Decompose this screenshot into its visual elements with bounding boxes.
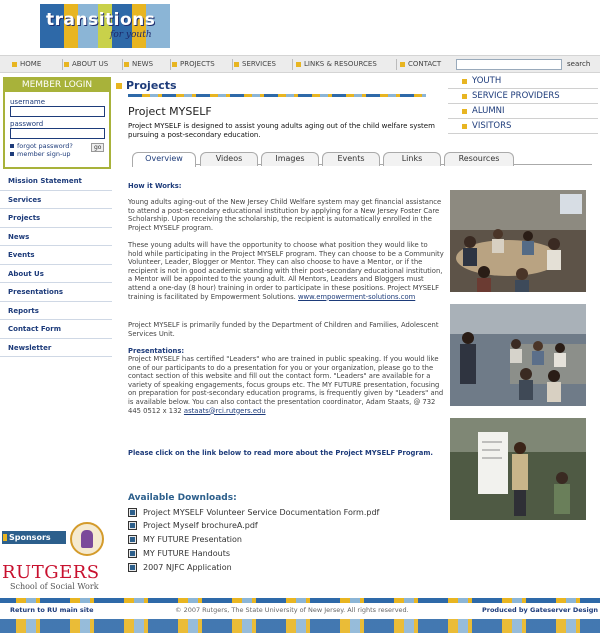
login-title: MEMBER LOGIN bbox=[5, 79, 109, 92]
bullet-icon bbox=[10, 152, 14, 156]
nav-home[interactable]: HOME bbox=[12, 60, 41, 68]
sidebar-item-mission-statement[interactable]: Mission Statement bbox=[0, 172, 112, 191]
sponsors-label: Sponsors bbox=[2, 531, 66, 544]
sidebar-item-services[interactable]: Services bbox=[0, 191, 112, 210]
read-more-note: Please click on the link below to read more about the Project MYSELF Program. bbox=[128, 449, 433, 457]
sidebar-item-about-us[interactable]: About Us bbox=[0, 265, 112, 284]
tab-videos[interactable]: Videos bbox=[200, 152, 258, 166]
bullet-icon bbox=[400, 62, 405, 67]
training-photo bbox=[450, 190, 586, 292]
sidebar-nav bbox=[0, 172, 112, 357]
rutgers-logo[interactable] bbox=[2, 562, 112, 602]
top-nav bbox=[0, 55, 600, 73]
nav-contact[interactable]: CONTACT bbox=[400, 60, 441, 68]
email-link[interactable]: astaats@rci.rutgers.edu bbox=[183, 406, 266, 415]
document-icon bbox=[128, 521, 137, 530]
presentations-heading: Presentations: bbox=[128, 347, 185, 355]
member-signup-link[interactable]: member sign-up bbox=[10, 150, 109, 158]
classroom-photo bbox=[450, 304, 586, 406]
tab-overview[interactable]: Overview bbox=[132, 152, 196, 167]
nav-divider bbox=[232, 59, 233, 70]
bullet-icon bbox=[462, 94, 467, 99]
nav-divider bbox=[396, 59, 397, 70]
bullet-icon bbox=[124, 62, 129, 67]
empowerment-solutions-link[interactable]: www.empowerment-solutions.com bbox=[298, 292, 416, 301]
password-field[interactable] bbox=[10, 128, 105, 139]
audience-alumni[interactable]: ALUMNI bbox=[448, 104, 598, 119]
how-it-works-heading: How it Works: bbox=[128, 182, 182, 190]
go-button[interactable]: go bbox=[91, 143, 104, 152]
nav-about-us[interactable]: ABOUT US bbox=[64, 60, 108, 68]
tab-images[interactable]: Images bbox=[261, 152, 319, 166]
tab-resources[interactable]: Resources bbox=[444, 152, 514, 166]
paragraph-positions: These young adults will have the opportunity to choose what position they would like to hold while participating in the Project MYSELF program. They can choose to be a Community Volunteer, Leader, Blogger or Mentor. They can also choose to have a Mentor, or if the recipient is not in good academic standing with their post-secondary educational institution, a Mentor will be appointed to the young adult. All Mentors, Leaders and Bloggers must attend a one-day (8 hour) training in order to participate in these positions. Project MYSELF training is facilitated by Empowerment Solutions. www.empowerment-solutions.com bbox=[128, 241, 444, 301]
nav-divider bbox=[62, 59, 63, 70]
document-icon bbox=[128, 508, 137, 517]
member-login-box bbox=[3, 77, 111, 169]
download-item[interactable]: Project Myself brochureA.pdf bbox=[128, 521, 258, 530]
nav-divider bbox=[292, 59, 293, 70]
download-item[interactable]: MY FUTURE Presentation bbox=[128, 535, 242, 544]
audience-nav bbox=[448, 74, 598, 134]
document-icon bbox=[128, 535, 137, 544]
bullet-icon bbox=[64, 62, 69, 67]
search-input[interactable] bbox=[456, 59, 562, 70]
page-title: Project MYSELF bbox=[128, 105, 212, 118]
download-item[interactable]: MY FUTURE Handouts bbox=[128, 549, 230, 558]
sidebar-item-presentations[interactable]: Presentations bbox=[0, 283, 112, 302]
sidebar-item-projects[interactable]: Projects bbox=[0, 209, 112, 228]
nav-projects[interactable]: PROJECTS bbox=[172, 60, 215, 68]
search-button[interactable]: search bbox=[567, 60, 591, 68]
bullet-icon bbox=[12, 62, 17, 67]
bullet-icon bbox=[462, 109, 467, 114]
tab-events[interactable]: Events bbox=[322, 152, 380, 166]
content-tabs bbox=[132, 151, 592, 165]
sidebar-item-events[interactable]: Events bbox=[0, 246, 112, 265]
bullet-icon bbox=[462, 124, 467, 129]
paragraph-funding: Project MYSELF is primarily funded by the Department of Children and Families, Adolescent Services Unit. bbox=[128, 321, 439, 338]
tab-links[interactable]: Links bbox=[383, 152, 441, 166]
sponsor-logo-icon bbox=[70, 522, 104, 556]
logo-word: transitions bbox=[46, 10, 156, 30]
paragraph-presentations: Project MYSELF has certified "Leaders" who are trained in public speaking. If you would like one of our participants to do a presentation for you or your organization, please go to the contact section of this website and fill out the contact form. "Leaders" are available for a variety of speaking engagements, focus groups etc. The MY FUTURE presentation, focusing on preparation for post-secondary education programs, is frequently given by "Leaders" and is available below. You can also contact the presentation coordinator, Adam Staats, @ 732 445 0512 x 132 astaats@rci.rutgers.edu bbox=[128, 355, 444, 415]
site-footer bbox=[0, 603, 600, 619]
download-item[interactable]: Project MYSELF Volunteer Service Documentation Form.pdf bbox=[128, 508, 379, 517]
rutgers-name: RUTGERS bbox=[2, 562, 100, 583]
bullet-icon bbox=[116, 83, 122, 89]
intro-text: Project MYSELF is designed to assist young adults aging out of the child welfare system pursuing a post-secondary education. bbox=[128, 122, 435, 139]
decorative-stripe bbox=[128, 94, 426, 97]
copyright-text: © 2007 Rutgers, The State University of New Jersey. All rights reserved. bbox=[175, 606, 409, 614]
site-header bbox=[0, 0, 600, 52]
footer-bottom-stripe bbox=[0, 619, 600, 633]
nav-news[interactable]: NEWS bbox=[124, 60, 153, 68]
bullet-icon bbox=[462, 79, 467, 84]
username-field[interactable] bbox=[10, 106, 105, 117]
audience-youth[interactable]: YOUTH bbox=[448, 74, 598, 89]
username-label: username bbox=[10, 98, 45, 106]
sidebar-item-reports[interactable]: Reports bbox=[0, 302, 112, 321]
password-label: password bbox=[10, 120, 44, 128]
nav-divider bbox=[170, 59, 171, 70]
forgot-password-link[interactable]: forgot password? bbox=[10, 142, 109, 150]
sidebar-item-news[interactable]: News bbox=[0, 228, 112, 247]
sidebar-item-contact-form[interactable]: Contact Form bbox=[0, 320, 112, 339]
audience-visitors[interactable]: VISITORS bbox=[448, 119, 598, 134]
nav-links-resources[interactable]: LINKS & RESOURCES bbox=[296, 60, 377, 68]
return-to-ru-link[interactable]: Return to RU main site bbox=[10, 606, 94, 614]
section-title: Projects bbox=[116, 79, 177, 92]
bullet-icon bbox=[234, 62, 239, 67]
nav-divider bbox=[122, 59, 123, 70]
audience-service-providers[interactable]: SERVICE PROVIDERS bbox=[448, 89, 598, 104]
downloads-heading: Available Downloads: bbox=[128, 493, 237, 503]
document-icon bbox=[128, 549, 137, 558]
sidebar-item-newsletter[interactable]: Newsletter bbox=[0, 339, 112, 358]
bullet-icon bbox=[296, 62, 301, 67]
download-item[interactable]: 2007 NJFC Application bbox=[128, 563, 232, 572]
site-logo[interactable] bbox=[40, 4, 170, 48]
paragraph-scholarship: Young adults aging-out of the New Jersey Child Welfare system may get financial assistance to attend a post-secondary educational institution by applying for a New Jersey Foster Care Scholarship. Upon receiving the scholarship, the recipient is automatically enrolled in the Project MYSELF program. bbox=[128, 198, 442, 232]
bullet-icon bbox=[10, 144, 14, 148]
produced-by-link[interactable]: Produced by Gateserver Design bbox=[482, 606, 599, 614]
logo-sub: for youth bbox=[110, 30, 152, 40]
rutgers-school: School of Social Work bbox=[10, 582, 99, 591]
bullet-icon bbox=[172, 62, 177, 67]
presentation-photo bbox=[450, 418, 586, 520]
sponsors-block[interactable] bbox=[2, 520, 112, 558]
document-icon bbox=[128, 563, 137, 572]
nav-services[interactable]: SERVICES bbox=[234, 60, 276, 68]
